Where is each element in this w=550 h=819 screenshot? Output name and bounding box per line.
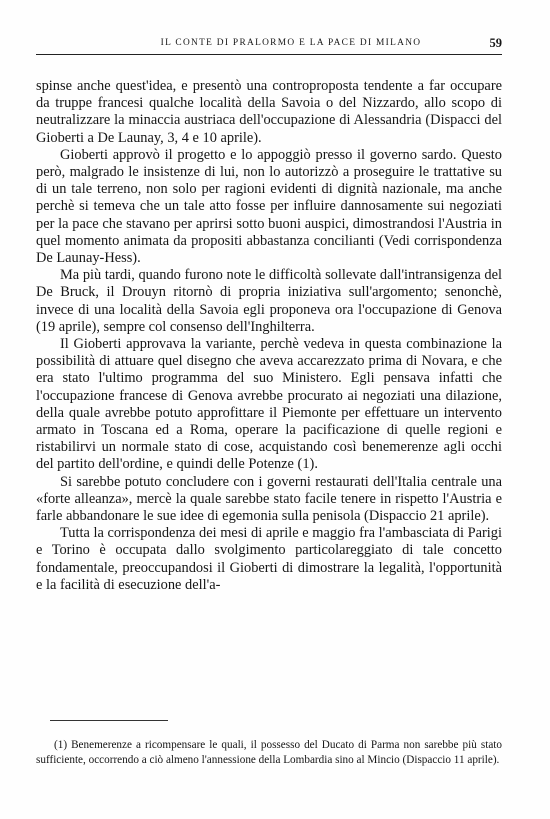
running-title: IL CONTE DI PRALORMO E LA PACE DI MILANO <box>160 38 422 48</box>
page-header <box>50 38 502 52</box>
page-number: 59 <box>489 36 502 50</box>
paragraph: Si sarebbe potuto concludere con i governi restaurati dell'Italia centrale una «forte alleanza», mercè la quale sarebbe stato facile tenere in rispetto l'Austria e farle abbandonare le sue idee di egemonia sulla penisola (Dispaccio 21 aprile). <box>36 473 502 525</box>
footnote: (1) Benemerenze a ricompensare le quali, il possesso del Ducato di Parma non sarebbe più stato sufficiente, occorrendo a ciò almeno l'annessione della Lombardia sino al Mincio (Dispaccio 11 aprile). <box>36 739 502 766</box>
paragraph: Tutta la corrispondenza dei mesi di aprile e maggio fra l'ambasciata di Parigi e Torino è occupata dallo svolgimento particolareggiato di tale concetto fondamentale, preoccupandosi il Gioberti di dimostrare la legalità, l'opportunità e la facilità di esecuzione dell'a- <box>36 525 502 593</box>
paragraph: spinse anche quest'idea, e presentò una controproposta tendente a far occupare da truppe francesi qualche località della Savoia o del Nizzardo, allo scopo di neutralizzare la minaccia austriaca dell'occupazione di Alessandria (Dispacci del Gioberti a De Launay, 3, 4 e 10 aprile). <box>36 78 502 146</box>
body-text <box>36 78 502 594</box>
footnote-rule <box>50 720 168 721</box>
header-rule <box>36 54 502 55</box>
paragraph: Ma più tardi, quando furono note le difficoltà sollevate dall'intransigenza del De Bruck, il Drouyn ritornò di propria iniziativa sull'argomento; senonchè, invece di una località della Savoia egli proponeva ora l'occupazione di Genova (19 aprile), sempre col consenso dell'Inghilterra. <box>36 267 502 335</box>
paragraph: Il Gioberti approvava la variante, perchè vedeva in questa combinazione la possibilità di attuare quel disegno che aveva accarezzato prima di Novara, e che era stato l'ultimo programma del suo Ministero. Egli pensava infatti che l'occupazione francese di Genova avrebbe procurato ai negoziati una dilazione, della quale avrebbe potuto approfittare il Piemonte per effettuare un intervento armato in Toscana ed a Roma, operare la pacificazione di quelle regioni e ristabilirvi un normale stato di cose, acquistando così benemerenze agli occhi del partito dell'ordine, e quindi delle Potenze (1). <box>36 336 502 473</box>
paragraph: Gioberti approvò il progetto e lo appoggiò presso il governo sardo. Questo però, malgrado le insistenze di lui, non lo autorizzò a proseguire le trattative su di un tale terreno, non solo per ragioni evidenti di dignità nazionale, ma anche perchè si temeva che un tale atto fosse per influire dannosamente sui negoziati per la pace che stavano per aprirsi sotto buoni auspici, dimostrandosi l'Austria in quel momento animata da propositi abbastanza concilianti (Vedi corrispondenza De Launay-Hess). <box>36 146 502 267</box>
